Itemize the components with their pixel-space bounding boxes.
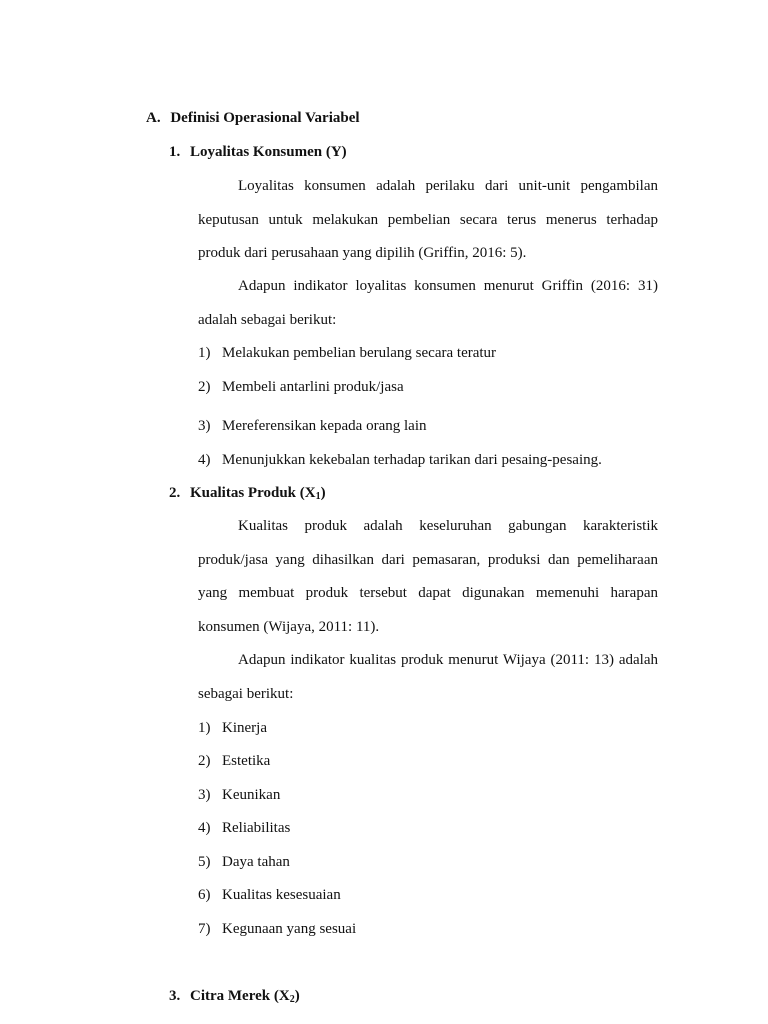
list-item: Kegunaan yang sesuai: [222, 921, 357, 937]
list-item-number: 6): [198, 887, 211, 903]
variable-number: 2.: [169, 485, 181, 501]
list-item-number: 5): [198, 854, 211, 870]
list-item-number: 1): [198, 720, 211, 736]
variable-title: Kualitas Produk $(X_1)$: [190, 485, 326, 502]
list-item-number: 3): [198, 418, 211, 434]
list-item: Melakukan pembelian berulang secara teratur: [222, 345, 497, 361]
list-item: Menunjukkan kekebalan terhadap tarikan dari pesaing-pesaing.: [222, 452, 602, 468]
subscript: 1: [315, 491, 321, 502]
list-item: Kualitas kesesuaian: [222, 887, 341, 903]
variable-number: 3.: [169, 988, 181, 1004]
section-a-heading: [146, 110, 360, 127]
list-item-number: 1): [198, 345, 211, 361]
variable-2-indicator-intro: Adapun indikator kualitas produk menurut Wijaya (2011: 13) adalah sebagai berikut:: [198, 652, 658, 702]
subscript: 2: [289, 994, 295, 1005]
section-title: Definisi Operasional Variabel: [170, 110, 360, 126]
variable-number: 1.: [169, 144, 181, 160]
list-item-number: 7): [198, 921, 211, 937]
list-item: Daya tahan: [222, 854, 290, 870]
list-item-number: 4): [198, 452, 211, 468]
variable-2-definition: Kualitas produk adalah keseluruhan gabungan karakteristik produk/jasa yang dihasilkan dari pemasaran, produksi dan pemeliharaan yang membuat produk tersebut dapat digunakan memenuhi harapan konsumen (Wijaya, 2011: 11).: [198, 518, 658, 635]
variable-1-definition: Loyalitas konsumen adalah perilaku dari unit-unit pengambilan keputusan untuk melakukan pembelian secara terus menerus terhadap produk dari perusahaan yang dipilih (Griffin, 2016: 5).: [198, 178, 658, 262]
list-item: Membeli antarlini produk/jasa: [222, 379, 404, 395]
list-item: Keunikan: [222, 787, 281, 803]
list-item: Kinerja: [222, 720, 267, 736]
list-item-number: 3): [198, 787, 211, 803]
variable-1-indicator-intro: Adapun indikator loyalitas konsumen menurut Griffin (2016: 31) adalah sebagai berikut:: [198, 278, 658, 328]
variable-title: Citra Merek $(X_2)$: [190, 988, 300, 1005]
variable-3-heading: [169, 988, 300, 1005]
list-item-number: 2): [198, 753, 211, 769]
variable-title: Loyalitas Konsumen (Y): [190, 144, 347, 160]
variable-2-heading: [169, 485, 326, 502]
list-item: Estetika: [222, 753, 271, 769]
list-item: Reliabilitas: [222, 820, 291, 836]
list-item: Mereferensikan kepada orang lain: [222, 418, 427, 434]
variable-1-heading: [169, 144, 347, 161]
list-item-number: 2): [198, 379, 211, 395]
section-letter: A.: [146, 110, 161, 126]
list-item-number: 4): [198, 820, 211, 836]
